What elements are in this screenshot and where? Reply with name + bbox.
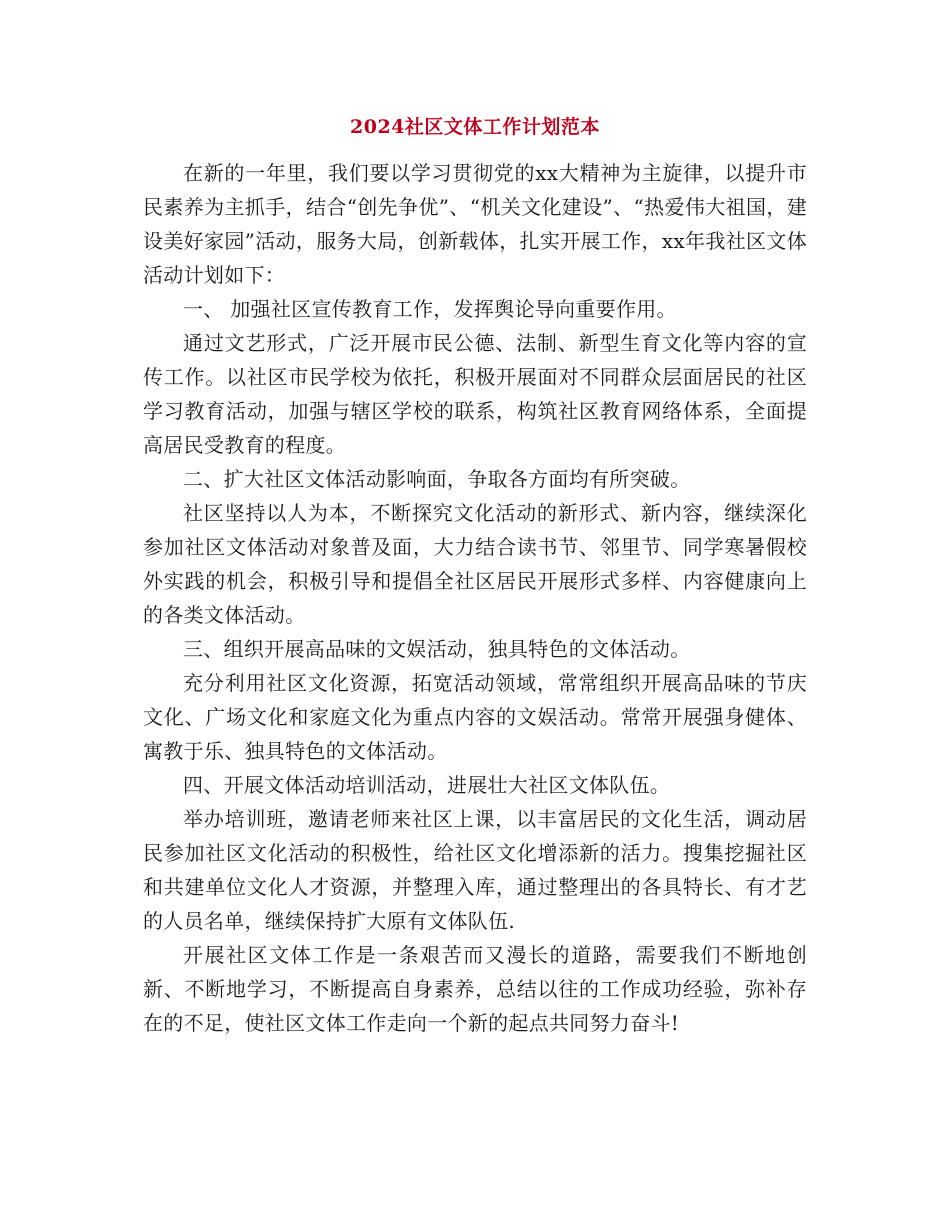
section-3-heading: 三、组织开展高品味的文娱活动，独具特色的文体活动。	[183, 637, 691, 661]
section-1-body: 通过文艺形式，广泛开展市民公德、法制、新型生育文化等内容的宣传工作。以社区市民学校为依托，积极开展面对不同群众层面居民的社区学习教育活动，加强与辖区学校的联系，构筑社区教育网络体系，全面提高居民受教育的程度。	[143, 331, 807, 457]
section-4-heading: 四、开展文体活动培训活动，进展壮大社区文体队伍。	[183, 773, 671, 797]
section-1-heading: 一、 加强社区宣传教育工作，发挥舆论导向重要作用。	[183, 297, 677, 321]
conclusion-paragraph: 开展社区文体工作是一条艰苦而又漫长的道路，需要我们不断地创新、不断地学习，不断提高自身素养，总结以往的工作成功经验，弥补存在的不足，使社区文体工作走向一个新的起点共同努力奋斗!	[143, 943, 807, 1035]
section-3-body: 充分利用社区文化资源，拓宽活动领域，常常组织开展高品味的节庆文化、广场文化和家庭文化为重点内容的文娱活动。常常开展强身健体、寓教于乐、独具特色的文体活动。	[143, 671, 807, 763]
section-2-body: 社区坚持以人为本，不断探究文化活动的新形式、新内容，继续深化参加社区文体活动对象普及面，大力结合读书节、邻里节、同学寒暑假校外实践的机会，积极引导和提倡全社区居民开展形式多样、内容健康向上的各类文体活动。	[143, 501, 807, 627]
document-content	[143, 112, 807, 1040]
section-2-heading: 二、扩大社区文体活动影响面，争取各方面均有所突破。	[183, 467, 691, 491]
intro-paragraph: 在新的一年里，我们要以学习贯彻党的xx大精神为主旋律，以提升市民素养为主抓手，结合“创先争优”、“机关文化建设”、“热爱伟大祖国，建设美好家园”活动，服务大局，创新载体，扎实开展工作，xx年我社区文体活动计划如下：	[143, 161, 807, 287]
section-4-body: 举办培训班，邀请老师来社区上课，以丰富居民的文化生活，调动居民参加社区文化活动的积极性，给社区文化增添新的活力。搜集挖掘社区和共建单位文化人才资源，并整理入库，通过整理出的各具特长、有才艺的人员名单，继续保持扩大原有文体队伍.	[143, 807, 807, 933]
document-title: 2024社区文体工作计划范本	[350, 116, 600, 138]
